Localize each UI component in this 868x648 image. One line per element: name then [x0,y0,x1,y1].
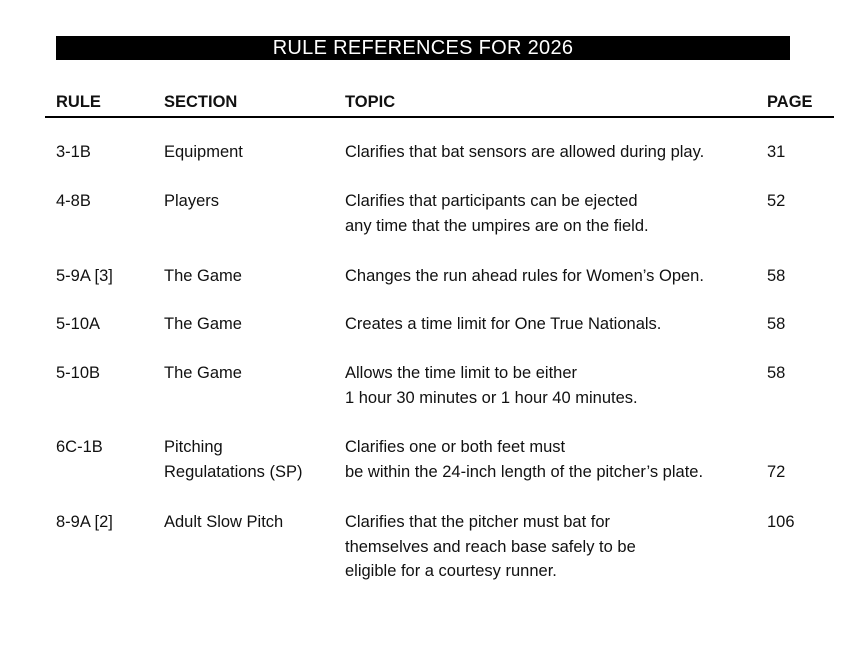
rule-number: 5-10B [56,364,101,382]
page-number: 58 [767,364,786,382]
section-name: Players [164,192,220,210]
section-name: The Game [164,267,242,285]
rule-number: 8-9A [2] [56,513,113,531]
topic-text: Creates a time limit for One True Nationals. [345,315,662,333]
page-number: 106 [767,513,795,531]
topic-text: Clarifies that bat sensors are allowed during play. [345,143,705,161]
rule-number: 5-9A [3] [56,267,113,285]
topic-text: Clarifies that participants can be ejected any time that the umpires are on the field. [345,192,649,235]
page-number: 31 [767,143,786,161]
page-number: 52 [767,192,786,210]
rule-number: 5-10A [56,315,101,333]
section-name: Equipment [164,143,243,161]
page-number: 58 [767,267,786,285]
header-section: SECTION [164,93,238,111]
topic-text: Clarifies that the pitcher must bat for themselves and reach base safely to be eligible for a courtesy runner. [345,513,636,580]
section-name: The Game [164,364,242,382]
topic-text: Clarifies one or both feet must be within the 24-inch length of the pitcher’s plate. [345,438,704,481]
section-name: The Game [164,315,242,333]
page-number: 58 [767,315,786,333]
rule-number: 4-8B [56,192,91,210]
page-title: RULE REFERENCES FOR 2026 [56,36,790,60]
rule-number: 6C-1B [56,438,103,456]
section-name: Adult Slow Pitch [164,513,284,531]
header-rule: RULE [56,93,101,111]
header-page: PAGE [767,93,813,111]
page-number: 72 [767,462,786,481]
topic-text: Changes the run ahead rules for Women’s Open. [345,267,704,285]
header-divider [45,116,834,118]
section-name: Pitching Regulatations (SP) [164,438,303,481]
header-topic: TOPIC [345,93,396,111]
rule-number: 3-1B [56,143,91,161]
topic-text: Allows the time limit to be either 1 hour 30 minutes or 1 hour 40 minutes. [345,364,638,407]
